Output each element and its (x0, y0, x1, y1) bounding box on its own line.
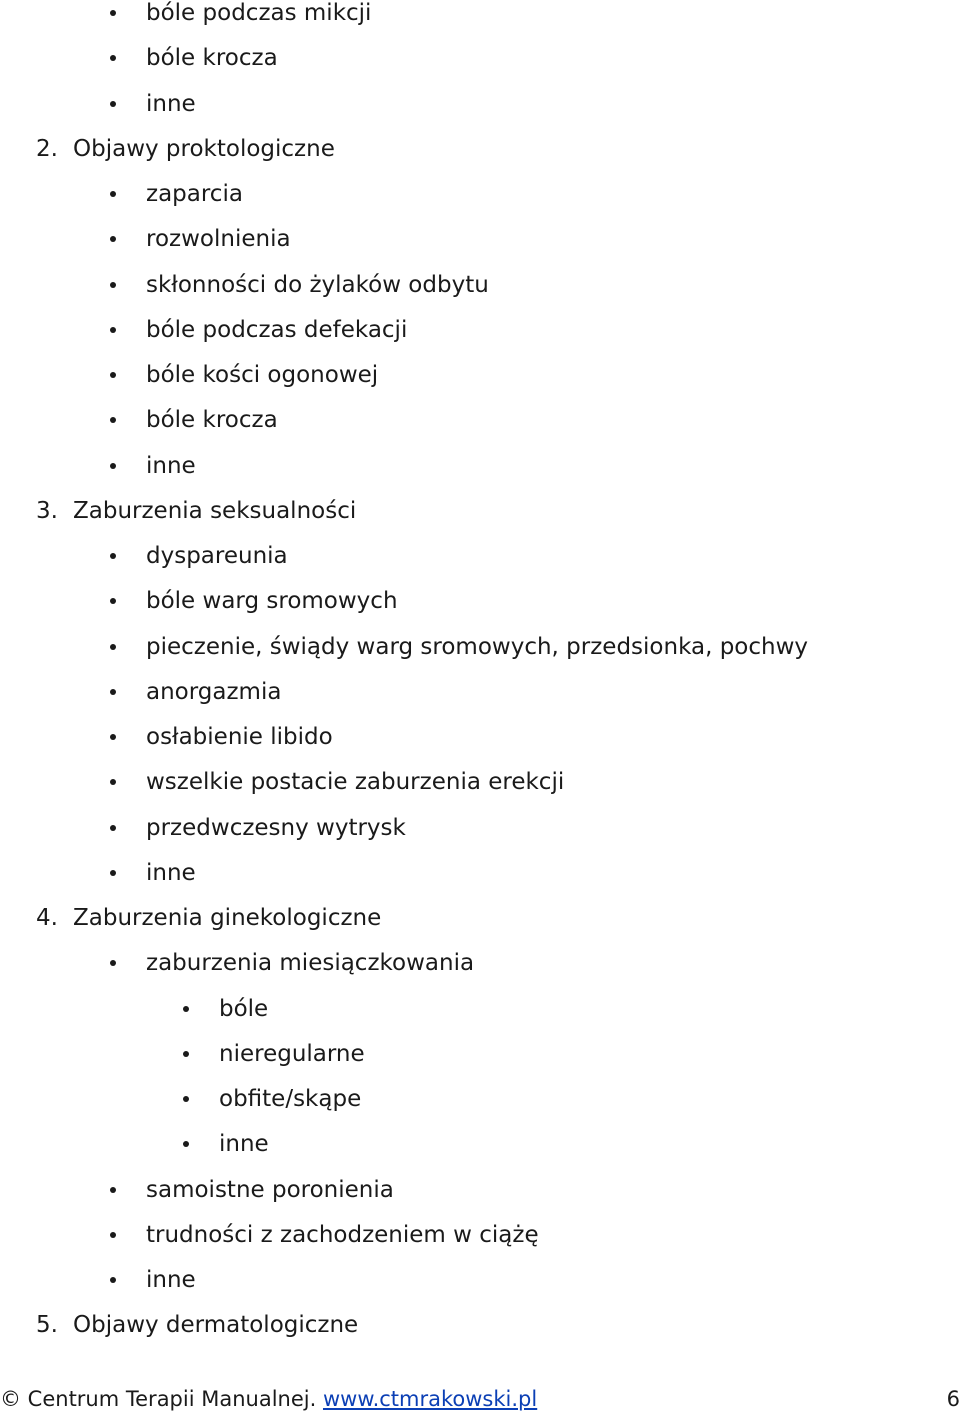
footer-left (0, 1384, 537, 1414)
section-number: 5. (36, 1312, 58, 1339)
list-item-text: trudności z zachodzeniem w ciążę (146, 1221, 539, 1248)
bullet-icon (110, 1277, 116, 1283)
list-item-text: bóle podczas mikcji (146, 0, 372, 26)
bullet-icon (110, 10, 116, 16)
bullet-icon (110, 734, 116, 740)
bullet-icon (183, 1096, 189, 1102)
bullet-icon (183, 1006, 189, 1012)
list-item-text: bóle krocza (146, 45, 278, 72)
list-item-text: skłonności do żylaków odbytu (146, 271, 489, 298)
footer-website-link[interactable]: www.ctmrakowski.pl (322, 1387, 538, 1411)
list-item-text: rozwolnienia (146, 226, 291, 253)
list-item-text: przedwczesny wytrysk (146, 814, 406, 841)
list-item-text: obfite/skąpe (219, 1086, 362, 1112)
list-item-text: bóle warg sromowych (146, 588, 398, 615)
list-item-text: anorgazmia (146, 678, 282, 705)
list-item-text: zaburzenia miesiączkowania (146, 950, 475, 977)
bullet-icon (110, 463, 116, 469)
list-item-text: bóle podczas defekacji (146, 316, 408, 343)
section-number: 2. (36, 135, 58, 162)
list-item-text: wszelkie postacie zaburzenia erekcji (146, 769, 565, 796)
list-item-text: inne (146, 1267, 196, 1293)
bullet-icon (110, 55, 116, 61)
list-item-text: nieregularne (219, 1040, 365, 1067)
list-item-text: inne (219, 1131, 269, 1158)
footer-copyright: © Centrum Terapii Manualnej. (0, 1387, 317, 1411)
bullet-icon (110, 372, 116, 378)
bullet-icon (110, 779, 116, 785)
page-footer (0, 1384, 960, 1414)
bullet-icon (110, 1232, 116, 1238)
bullet-icon (183, 1051, 189, 1057)
list-item-text: samoistne poronienia (146, 1176, 394, 1203)
section-number: 3. (36, 497, 58, 524)
section-title: Zaburzenia ginekologiczne (73, 905, 382, 931)
list-item-text: zaparcia (146, 181, 243, 207)
list-item-text: inne (146, 90, 196, 117)
page-number: 6 (946, 1387, 960, 1411)
bullet-icon (110, 598, 116, 604)
list-item-text: bóle kości ogonowej (146, 362, 379, 388)
bullet-icon (110, 689, 116, 695)
bullet-icon (110, 191, 116, 197)
list-item-text: osłabienie libido (146, 724, 333, 750)
bullet-icon (110, 282, 116, 288)
bullet-icon (110, 236, 116, 242)
section-title: Objawy proktologiczne (73, 135, 335, 162)
list-item-text: pieczenie, świądy warg sromowych, przedsionka, pochwy (146, 633, 809, 660)
bullet-icon (110, 644, 116, 650)
list-item-text: bóle (219, 995, 269, 1022)
bullet-icon (110, 960, 116, 966)
bullet-icon (110, 870, 116, 876)
bullet-icon (183, 1141, 189, 1147)
list-item-text: inne (146, 859, 196, 886)
bullet-icon (110, 327, 116, 333)
bullet-icon (110, 1187, 116, 1193)
bullet-icon (110, 417, 116, 423)
section-title: Objawy dermatologiczne (73, 1312, 359, 1339)
list-item-text: dyspareunia (146, 543, 288, 569)
bullet-icon (110, 101, 116, 107)
section-number: 4. (36, 905, 58, 931)
bullet-icon (110, 553, 116, 559)
list-item-text: inne (146, 452, 196, 479)
bullet-icon (110, 825, 116, 831)
list-item-text: bóle krocza (146, 407, 278, 434)
section-title: Zaburzenia seksualności (73, 497, 357, 524)
